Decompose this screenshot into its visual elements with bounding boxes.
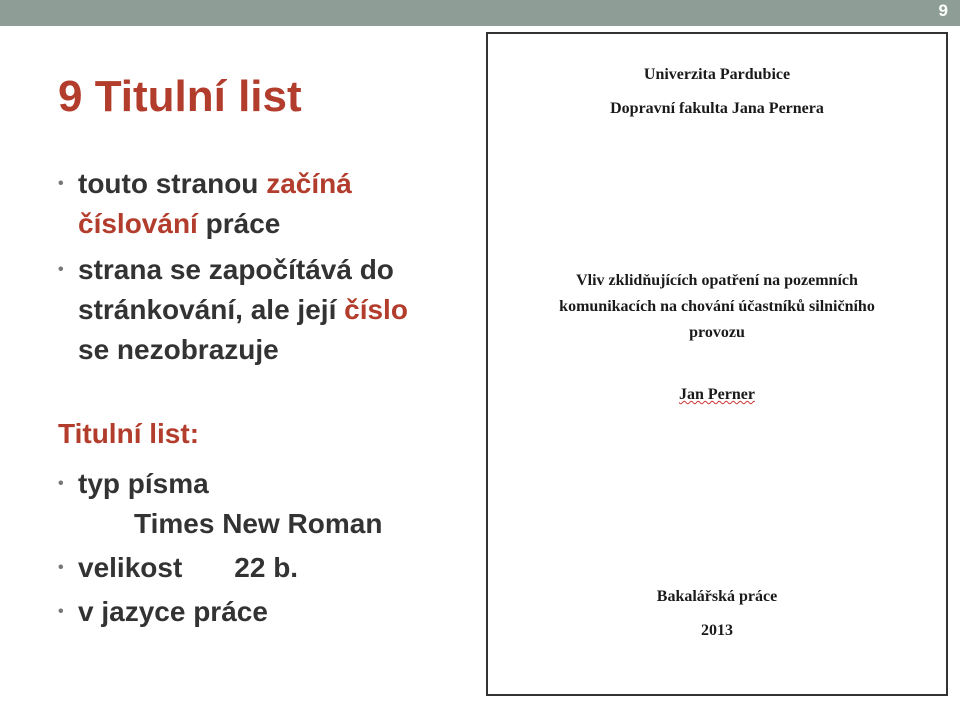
highlight-text: číslo [344, 294, 408, 325]
thesis-title-line: komunikacích na chování účastníků silničního [559, 298, 875, 315]
highlight-text: číslování [78, 208, 198, 239]
size-value: 22 b. [234, 552, 299, 583]
bullet-text: strana se započítává do [78, 254, 394, 285]
language-item: v jazyce práce [78, 596, 268, 627]
thesis-title-line: provozu [689, 324, 745, 341]
font-label: typ písma [78, 468, 209, 499]
bullet-text: touto stranou [78, 168, 267, 199]
top-bar [0, 0, 960, 26]
list-item [58, 164, 408, 244]
list-item [58, 250, 408, 370]
list-item [58, 464, 382, 544]
bullet-text: se nezobrazuje [78, 334, 279, 365]
list-item [58, 548, 382, 588]
year: 2013 [701, 622, 733, 639]
title-page-preview [486, 32, 948, 696]
page-number: 9 [938, 1, 948, 20]
author-name [488, 386, 946, 404]
bullet-list-format [58, 464, 382, 636]
list-item [58, 592, 382, 632]
thesis-title [488, 268, 946, 346]
size-label: velikost [78, 552, 183, 583]
bullet-text: práce [197, 208, 281, 239]
author-text: Jan Perner [679, 386, 755, 403]
font-value: Times New Roman [134, 508, 383, 539]
faculty-name: Dopravní fakulta Jana Pernera [610, 100, 824, 117]
highlight-text: začíná [266, 168, 352, 199]
slide-title: 9 Titulní list [58, 72, 302, 121]
bullet-list-intro [58, 164, 408, 376]
subheading-title-page: Titulní list: [58, 418, 200, 449]
bullet-text: stránkování, ale její [78, 294, 345, 325]
work-type: Bakalářská práce [656, 588, 778, 605]
thesis-title-line: Vliv zklidňujících opatření na pozemních [576, 272, 858, 289]
university-name: Univerzita Pardubice [643, 66, 791, 83]
